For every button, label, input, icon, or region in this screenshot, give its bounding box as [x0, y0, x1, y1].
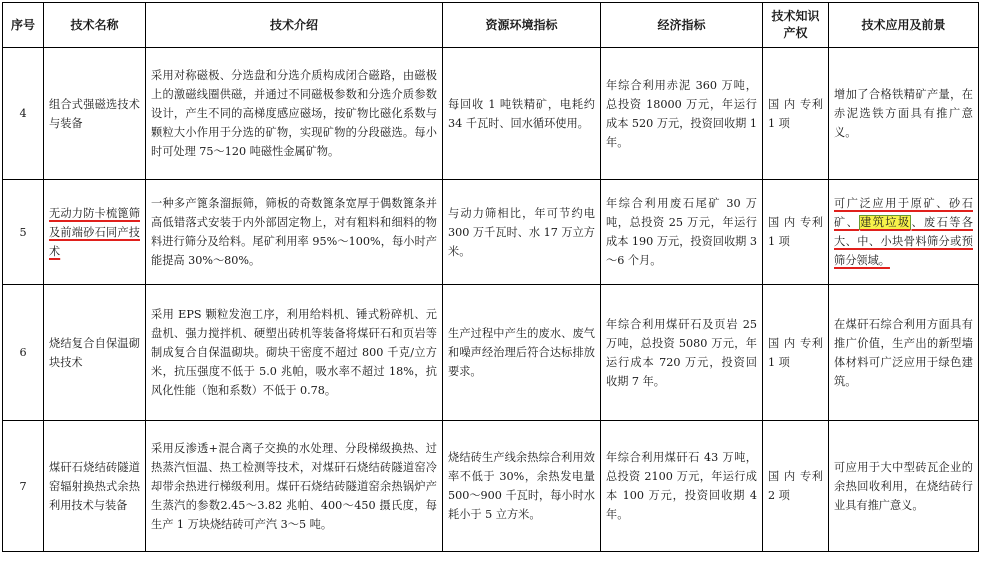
underlined-name: 无动力防卡梳篦筛及前端砂石同产技术	[49, 206, 140, 258]
underlined-application	[834, 197, 973, 267]
cell-application	[829, 180, 979, 285]
cell-intro: 采用 EPS 颗粒发泡工序，利用给料机、锤式粉碎机、元盘机、强力搅拌机、硬塑出砖机等装备将煤矸石和页岩等制成复合自保温砌块。砌块干密度不超过 800 千克/立方米，抗压强度不低于 5.0 兆帕，吸水率不超过 18%，抗风化性能（饱和系数）不低于 0.78。	[146, 285, 443, 421]
table-row	[3, 285, 979, 421]
cell-intro: 采用对称磁极、分选盘和分选介质构成闭合磁路，由磁极上的激磁线圈供磁，并通过不同磁极参数和分选介质参数设计，产生不同的高梯度感应磁场，按矿物比磁化系数与颗粒大小作用于分选的矿物，实现矿物的分段磁选。每小时可处理 75～120 吨磁性金属矿物。	[146, 48, 443, 180]
table-row	[3, 48, 979, 180]
header-application: 技术应用及前景	[829, 3, 979, 48]
header-ip: 技术知识产权	[763, 3, 829, 48]
technology-table	[2, 2, 979, 552]
cell-resource: 每回收 1 吨铁精矿，电耗约 34 千瓦时、回水循环使用。	[443, 48, 601, 180]
table-row	[3, 421, 979, 552]
cell-economic: 年综合利用废石尾矿 30 万吨，总投资 25 万元，年运行成本 190 万元，投资回收期 3～6 个月。	[601, 180, 763, 285]
cell-economic: 年综合利用煤矸石及页岩 25 万吨，总投资 5080 万元，年运行成本 720 万元，投资回收期 7 年。	[601, 285, 763, 421]
cell-economic: 年综合利用煤矸石 43 万吨，总投资 2100 万元，年运行成本 100 万元，投资回收期 4 年。	[601, 421, 763, 552]
cell-resource: 烧结砖生产线余热综合利用效率不低于 30%，余热发电量500～900 千瓦时，每小时水耗小于 5 立方米。	[443, 421, 601, 552]
header-row	[3, 3, 979, 48]
cell-resource: 生产过程中产生的废水、废气和噪声经治理后符合达标排放要求。	[443, 285, 601, 421]
cell-ip: 国 内 专利 1 项	[763, 48, 829, 180]
header-intro: 技术介绍	[146, 3, 443, 48]
cell-ip: 国 内 专利 1 项	[763, 285, 829, 421]
cell-seq: 7	[3, 421, 44, 552]
header-name: 技术名称	[44, 3, 146, 48]
cell-intro: 一种多产篦条溜振筛，筛板的奇数篦条宽厚于偶数篦条并高低错落式安装于内外部固定物上，对有粗料和细料的物料进行筛分及给料。尾矿利用率 95%～100%，每小时产能提高 30%～80%。	[146, 180, 443, 285]
header-economic: 经济指标	[601, 3, 763, 48]
cell-seq: 4	[3, 48, 44, 180]
header-resource: 资源环境指标	[443, 3, 601, 48]
cell-resource: 与动力筛相比，年可节约电 300 万千瓦时、水 17 万立方米。	[443, 180, 601, 285]
application-text-c: 、废石等各大、中、小块骨料筛分或预筛分领域。	[834, 216, 973, 267]
cell-seq: 6	[3, 285, 44, 421]
highlighted-text: 建筑垃圾	[860, 216, 911, 229]
cell-application: 可应用于大中型砖瓦企业的余热回收利用，在烧结砖行业具有推广意义。	[829, 421, 979, 552]
header-seq: 序号	[3, 3, 44, 48]
cell-ip: 国 内 专利 1 项	[763, 180, 829, 285]
cell-name: 煤矸石烧结砖隧道窑辐射换热式余热利用技术与装备	[44, 421, 146, 552]
cell-intro: 采用反渗透+混合离子交换的水处理、分段梯级换热、过热蒸汽恒温、热工检测等技术，对煤矸石烧结砖隧道窑冷却带余热进行梯级利用。煤矸石烧结砖隧道窑余热锅炉产生蒸汽的参数2.45～3.82 兆帕、400～450 摄氏度，每生产 1 万块烧结砖可产汽 3～5 吨。	[146, 421, 443, 552]
cell-seq: 5	[3, 180, 44, 285]
table-row	[3, 180, 979, 285]
cell-application: 在煤矸石综合利用方面具有推广价值，生产出的新型墙体材料可广泛应用于绿色建筑。	[829, 285, 979, 421]
cell-name: 烧结复合自保温砌块技术	[44, 285, 146, 421]
application-text-a: 可广泛应用于原矿、砂石矿、	[834, 197, 973, 229]
cell-name: 组合式强磁选技术与装备	[44, 48, 146, 180]
cell-ip: 国 内 专利 2 项	[763, 421, 829, 552]
cell-application: 增加了合格铁精矿产量，在赤泥选铁方面具有推广意义。	[829, 48, 979, 180]
cell-name	[44, 180, 146, 285]
cell-economic: 年综合利用赤泥 360 万吨，总投资 18000 万元，年运行成本 520 万元，投资回收期 1 年。	[601, 48, 763, 180]
